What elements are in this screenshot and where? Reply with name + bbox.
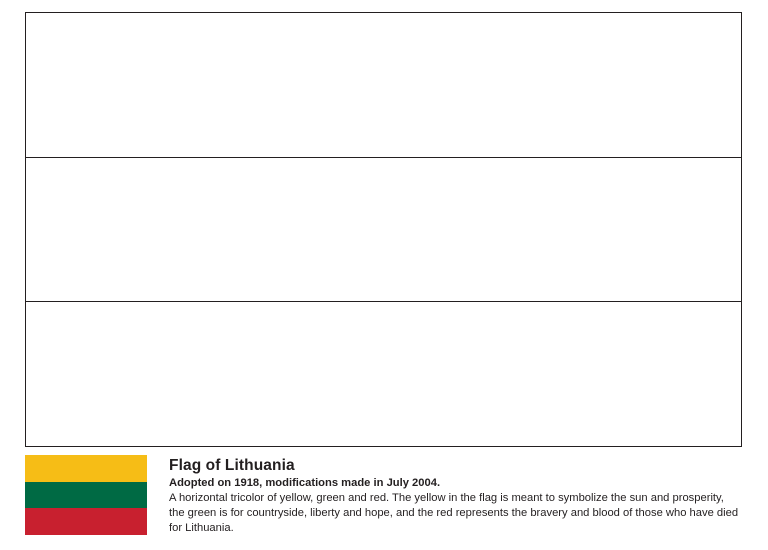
lithuania-flag-reference bbox=[25, 455, 147, 535]
lithuania-flag-outline bbox=[25, 12, 742, 447]
adoption-note: Adopted on 1918, modifications made in July 2004. bbox=[169, 477, 441, 490]
reference-yellow-band bbox=[25, 455, 147, 482]
page-title: Flag of Lithuania bbox=[169, 457, 295, 474]
reference-red-band bbox=[25, 508, 147, 535]
reference-green-band bbox=[25, 482, 147, 509]
legend bbox=[25, 455, 742, 537]
flag-description: A horizontal tricolor of yellow, green and red. The yellow in the flag is meant to symbolize the sun and prosperity, the green is for countryside, liberty and hope, and the red represents the bravery and blood of those who have died for Lithuania. bbox=[169, 492, 739, 535]
flag-outline-top-band bbox=[26, 13, 741, 157]
flag-outline-bottom-band bbox=[26, 302, 741, 446]
flag-outline-middle-band bbox=[26, 157, 741, 301]
legend-text-block bbox=[169, 455, 742, 536]
